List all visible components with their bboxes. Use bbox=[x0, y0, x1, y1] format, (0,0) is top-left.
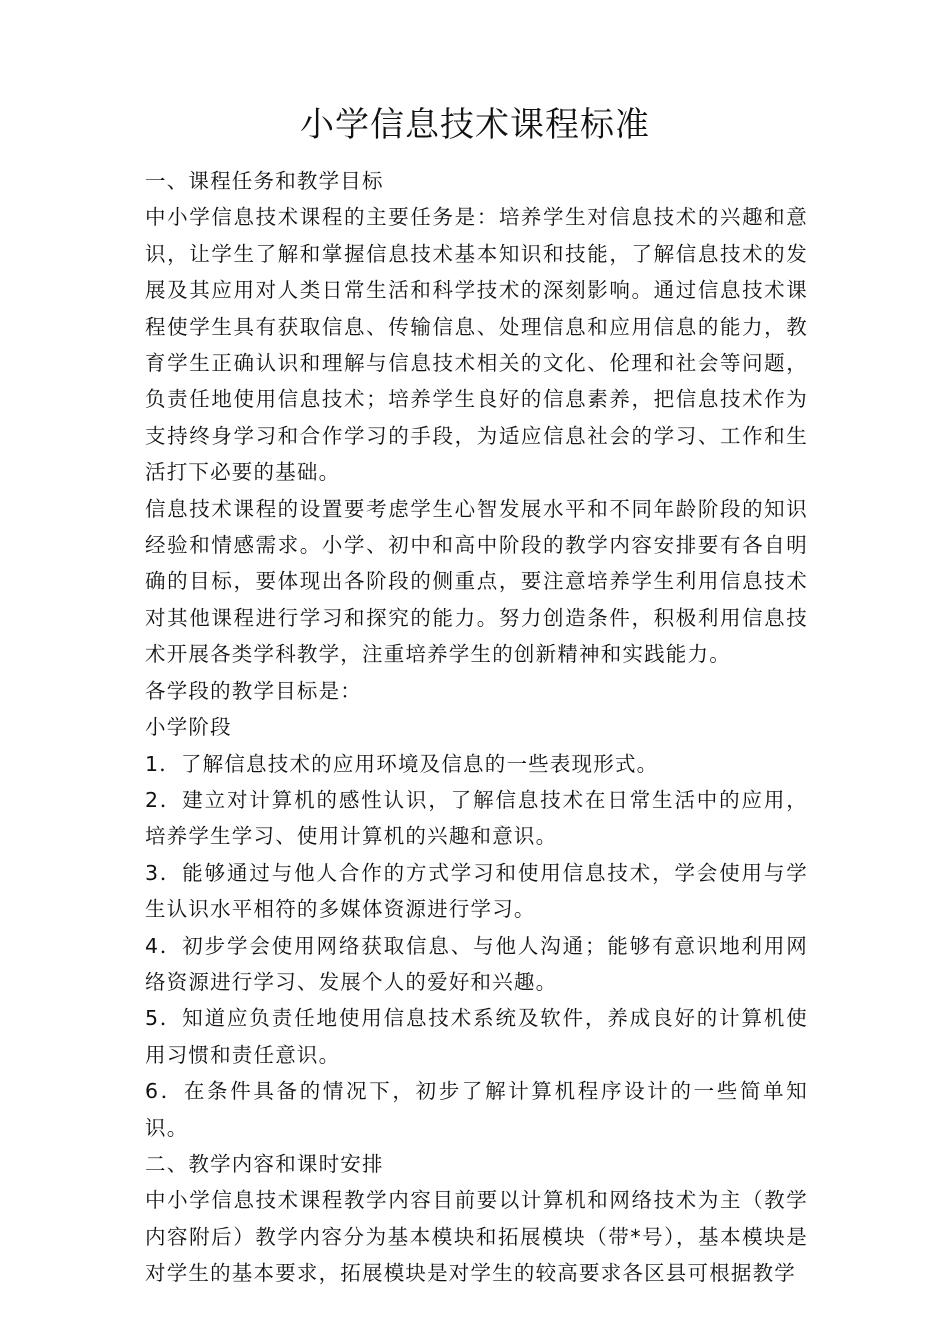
goal-item-2: 2．建立对计算机的感性认识，了解信息技术在日常生活中的应用，培养学生学习、使用计算机的兴趣和意识。 bbox=[145, 787, 808, 849]
document-body bbox=[145, 163, 808, 1292]
goal-item-3: 3．能够通过与他人合作的方式学习和使用信息技术，学会使用与学生认识水平相符的多媒体资源进行学习。 bbox=[145, 860, 808, 922]
goal-item-5: 5．知道应负责任地使用信息技术系统及软件，养成良好的计算机使用习惯和责任意识。 bbox=[145, 1006, 808, 1067]
goals-intro: 各学段的教学目标是： bbox=[145, 678, 362, 703]
subheading-primary-stage: 小学阶段 bbox=[145, 715, 232, 740]
document-title: 小学信息技术课程标准 bbox=[300, 105, 650, 145]
paragraph-content-arrangement: 中小学信息技术课程教学内容目前要以计算机和网络技术为主（教学内容附后）教学内容分为基本模块和拓展模块（带*号），基本模块是对学生的基本要求，拓展模块是对学生的较高要求各区县可根据教学 bbox=[145, 1188, 808, 1286]
goal-item-1: 1．了解信息技术的应用环境及信息的一些表现形式。 bbox=[145, 751, 659, 776]
goal-item-4: 4．初步学会使用网络获取信息、与他人沟通；能够有意识地利用网络资源进行学习、发展个人的爱好和兴趣。 bbox=[145, 933, 808, 994]
paragraph-course-setting: 信息技术课程的设置要考虑学生心智发展水平和不同年龄阶段的知识经验和情感需求。小学、初中和高中阶段的教学内容安排要有各自明确的目标，要体现出各阶段的侧重点，要注意培养学生利用信息技术对其他课程进行学习和探究的能力。努力创造条件，积极利用信息技术开展各类学科教学，注重培养学生的创新精神和实践能力。 bbox=[145, 496, 808, 667]
goal-item-6: 6．在条件具备的情况下，初步了解计算机程序设计的一些简单知识。 bbox=[145, 1079, 808, 1140]
section-heading-1: 一、课程任务和教学目标 bbox=[145, 169, 384, 193]
section-heading-2: 二、教学内容和课时安排 bbox=[145, 1151, 384, 1176]
paragraph-course-tasks: 中小学信息技术课程的主要任务是：培养学生对信息技术的兴趣和意识，让学生了解和掌握信息技术基本知识和技能，了解信息技术的发展及其应用对人类日常生活和科学技术的深刻影响。通过信息技术课程使学生具有获取信息、传输信息、处理信息和应用信息的能力，教育学生正确认识和理解与信息技术相关的文化、伦理和社会等问题，负责任地使用信息技术；培养学生良好的信息素养，把信息技术作为支持终身学习和合作学习的手段，为适应信息社会的学习、工作和生活打下必要的基础。 bbox=[145, 205, 808, 485]
